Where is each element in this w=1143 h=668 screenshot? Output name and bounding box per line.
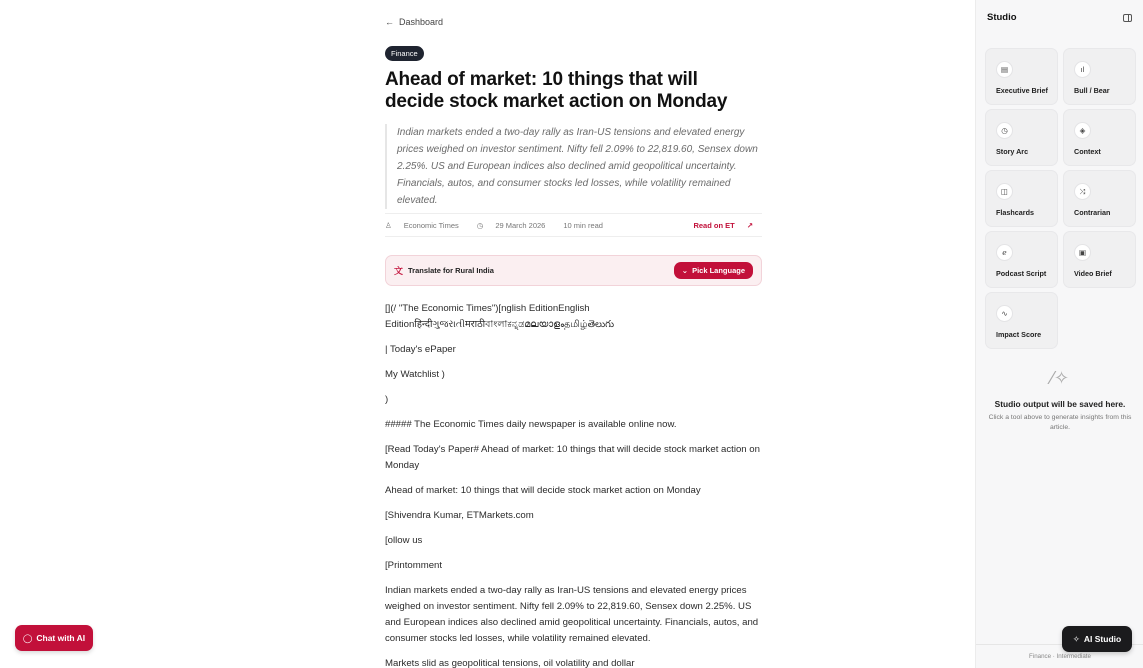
layers-icon: ◈	[1074, 122, 1091, 139]
article-title: Ahead of market: 10 things that will decide stock market action on Monday	[385, 69, 728, 112]
date: ◷ 29 March 2026	[476, 220, 546, 230]
body-paragraph: [ollow us	[385, 535, 423, 546]
tool-story-arc[interactable]	[985, 109, 1058, 166]
studio-empty-state	[976, 368, 1143, 433]
video-icon: ▣	[1074, 244, 1091, 261]
tool-video-brief[interactable]	[1063, 231, 1136, 288]
tool-contrarian[interactable]	[1063, 170, 1136, 227]
tool-label: Story Arc	[996, 147, 1029, 156]
body-paragraph: [Read Today's Paper# Ahead of market: 10 things that will decide stock market action on Monday	[385, 444, 760, 471]
tool-label: Podcast Script	[996, 269, 1047, 278]
body-paragraph: Indian markets ended a two-day rally as Iran-US tensions and elevated energy prices weighed on investor sentiment. Nifty fell 2.09% to 22,819.60, Sensex down 2.25%. US and European indices also declined amid geopolitical uncertainty. Financials, autos, and consumer stocks led losses, while volatility remained elevated.	[385, 585, 759, 644]
tool-label: Video Brief	[1074, 269, 1112, 278]
tool-label: Bull / Bear	[1074, 86, 1110, 95]
bar-chart-icon: ıl	[1074, 61, 1091, 78]
studio-title: Studio	[987, 12, 1017, 23]
chat-with-ai-button[interactable]: ◯ Chat with AI	[15, 625, 93, 651]
tool-bull-bear[interactable]	[1063, 48, 1136, 105]
translate-icon: 文	[394, 266, 404, 276]
back-label: Dashboard	[399, 17, 444, 27]
pick-language-button[interactable]: ⌄ Pick Language	[674, 262, 753, 279]
pen-icon: ℯ	[996, 244, 1013, 261]
tool-impact-score[interactable]	[985, 292, 1058, 349]
article-body	[385, 301, 763, 668]
clock-icon: ◷	[996, 122, 1013, 139]
tool-label: Executive Brief	[996, 86, 1048, 95]
category-badge: Finance	[385, 46, 424, 61]
studio-tools	[985, 48, 1136, 349]
body-paragraph: )	[385, 394, 389, 405]
studio-header	[987, 12, 1132, 23]
studio-footer: Finance · Intermediate	[976, 644, 1143, 668]
translate-label: Translate for Rural India	[408, 266, 494, 275]
ai-studio-button[interactable]: ✧ AI Studio	[1062, 626, 1132, 652]
tool-label: Impact Score	[996, 330, 1042, 339]
read-time: 10 min read	[563, 220, 603, 230]
tool-flashcards[interactable]	[985, 170, 1058, 227]
body-paragraph: [](/ "The Economic Times")[nglish EditionEnglish Editionहिन्दीગુજરાતીमराठीবাংলাಕನ್ನಡമലയാളംதமிழ்తెలుగు	[385, 303, 615, 330]
book-icon: ◫	[996, 183, 1013, 200]
tool-label: Flashcards	[996, 208, 1034, 217]
activity-icon: ∿	[996, 305, 1013, 322]
tool-label: Context	[1074, 147, 1101, 156]
body-paragraph: ##### The Economic Times daily newspaper is available online now.	[385, 419, 677, 430]
chat-bubble-icon: ◯	[22, 632, 33, 643]
person-icon: ♙	[385, 220, 392, 230]
source: ♙ Economic Times	[385, 220, 459, 230]
translate-bar	[385, 255, 762, 286]
body-paragraph: Markets slid as geopolitical tensions, oil volatility and dollar	[385, 658, 635, 668]
studio-sidebar	[975, 0, 1143, 668]
arrow-left-icon: ←	[385, 17, 394, 27]
back-link[interactable]	[385, 17, 443, 27]
shuffle-icon: ⤨	[1074, 183, 1091, 200]
sidebar-toggle-icon[interactable]	[1123, 14, 1132, 22]
body-paragraph: | Today's ePaper	[385, 344, 456, 355]
empty-title: Studio output will be saved here.	[994, 399, 1126, 409]
read-on-et-link[interactable]: Read on ET ↗	[693, 220, 753, 230]
body-paragraph: [Shivendra Kumar, ETMarkets.com	[385, 510, 534, 521]
sparkle-icon: ✧	[1072, 633, 1080, 644]
tool-executive-brief[interactable]	[985, 48, 1058, 105]
empty-subtitle: Click a tool above to generate insights from this article.	[988, 414, 1132, 431]
chevron-down-icon: ⌄	[681, 266, 689, 275]
body-paragraph: Ahead of market: 10 things that will decide stock market action on Monday	[385, 485, 701, 496]
article-meta	[385, 213, 762, 237]
magic-wand-icon: ⁄✧	[1050, 368, 1070, 388]
body-paragraph: My Watchlist )	[385, 369, 445, 380]
clock-icon: ◷	[476, 220, 484, 230]
external-link-icon: ↗	[746, 220, 753, 230]
article-summary: Indian markets ended a two-day rally as Iran-US tensions and elevated energy prices weighed on investor sentiment. Nifty fell 2.09% to 22,819.60, Sensex down 2.25%. US and European indices also declined amid geopolitical uncertainty. Financials, autos, and consumer stocks led losses, while volatility remained elevated.	[385, 124, 760, 209]
tool-label: Contrarian	[1074, 208, 1111, 217]
tool-context[interactable]	[1063, 109, 1136, 166]
body-paragraph: [Printomment	[385, 560, 443, 571]
tool-podcast-script[interactable]	[985, 231, 1058, 288]
document-icon: ▤	[996, 61, 1013, 78]
